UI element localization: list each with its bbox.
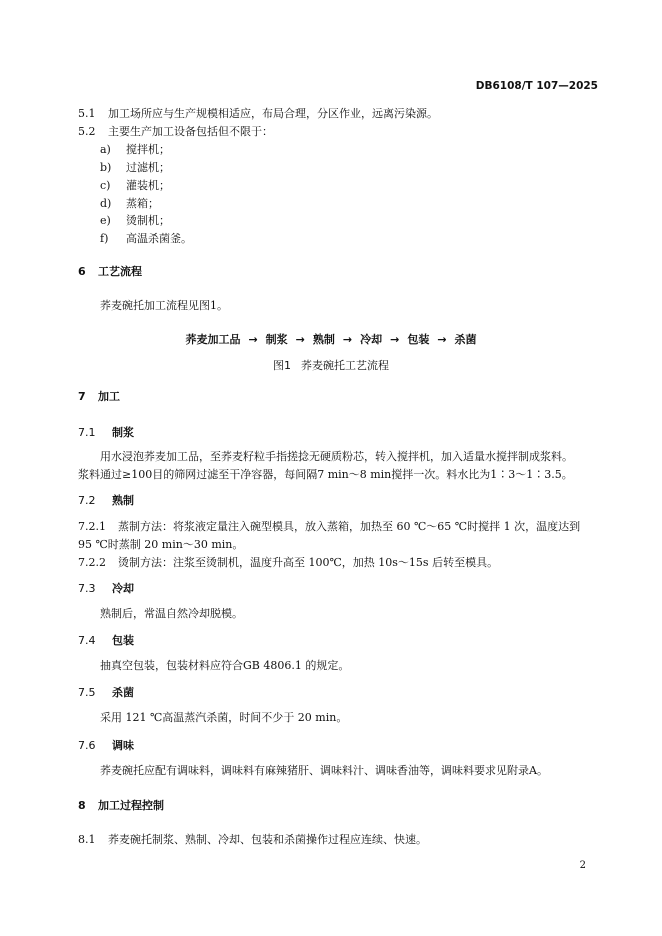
figure-number: 图1 <box>273 359 291 372</box>
figure-caption <box>0 357 662 373</box>
process-flow <box>0 331 662 347</box>
section-title: 工艺流程 <box>98 265 142 278</box>
subsection-number: 7.6 <box>78 739 96 752</box>
flow-step: 熟制 <box>312 333 335 346</box>
document-id: DB6108/T 107—2025 <box>475 80 598 92</box>
arrow-right-icon: → <box>437 333 447 346</box>
list-item <box>100 214 170 228</box>
list-item <box>100 179 170 193</box>
section-number: 6 <box>78 265 86 278</box>
figure-title: 荞麦碗托工艺流程 <box>301 359 389 372</box>
section-title: 加工过程控制 <box>98 799 164 812</box>
clause-5-1 <box>78 107 438 121</box>
list-text: 灌装机； <box>126 179 170 192</box>
subsection-number: 7.3 <box>78 582 96 595</box>
list-item <box>100 143 170 157</box>
subsection-heading-7-4 <box>78 634 134 648</box>
arrow-right-icon: → <box>390 333 400 346</box>
list-text: 搅拌机； <box>126 143 170 156</box>
list-marker: d) <box>100 197 112 210</box>
paragraph: 熟制后，常温自然冷却脱模。 <box>100 607 243 620</box>
clause-8-1 <box>78 833 427 847</box>
clause-number: 7.2.1 <box>78 520 106 533</box>
section-number: 7 <box>78 390 86 403</box>
clause-text-continued: 95 ℃时蒸制 20 min～30 min。 <box>78 538 244 551</box>
list-text: 烫制机； <box>126 214 170 227</box>
paragraph: 荞麦碗托应配有调味料，调味料有麻辣猪肝、调味料汁、调味香油等，调味料要求见附录A。 <box>100 764 548 777</box>
subsection-number: 7.2 <box>78 494 96 507</box>
list-marker: a) <box>100 143 111 156</box>
subsection-title: 调味 <box>112 739 134 752</box>
clause-5-2 <box>78 125 273 139</box>
flow-step: 制浆 <box>265 333 288 346</box>
subsection-heading-7-5 <box>78 686 134 700</box>
list-item <box>100 232 192 246</box>
section-heading-6 <box>78 265 142 279</box>
clause-text: 加工场所应与生产规模相适应，布局合理，分区作业，远离污染源。 <box>108 107 438 120</box>
paragraph: 用水浸泡荞麦加工品，至荞麦籽粒手指搓捻无硬质粉芯，转入搅拌机，加入适量水搅拌制成浆料。 <box>100 450 573 463</box>
subsection-title: 制浆 <box>112 426 134 439</box>
subsection-title: 杀菌 <box>112 686 134 699</box>
subsection-number: 7.4 <box>78 634 96 647</box>
section-title: 加工 <box>98 390 120 403</box>
paragraph-continued: 浆料通过≥100目的筛网过滤至干净容器，每间隔7 min～8 min搅拌一次。料水比为1∶3～1∶3.5。 <box>78 468 573 481</box>
list-text: 过滤机； <box>126 161 170 174</box>
clause-number: 8.1 <box>78 833 96 846</box>
flow-step: 冷却 <box>360 333 383 346</box>
arrow-right-icon: → <box>295 333 305 346</box>
clause-7-2-1 <box>78 520 580 534</box>
subsection-heading-7-3 <box>78 582 134 596</box>
list-item <box>100 197 159 211</box>
clause-7-2-2 <box>78 556 498 570</box>
list-marker: b) <box>100 161 112 174</box>
flow-step: 杀菌 <box>454 333 477 346</box>
section-heading-8 <box>78 799 164 813</box>
page-number: 2 <box>579 860 586 871</box>
section-heading-7 <box>78 390 120 404</box>
subsection-heading-7-6 <box>78 739 134 753</box>
clause-text: 主要生产加工设备包括但不限于： <box>108 125 273 138</box>
arrow-right-icon: → <box>248 333 258 346</box>
list-item <box>100 161 170 175</box>
paragraph: 采用 121 ℃高温蒸汽杀菌，时间不少于 20 min。 <box>100 711 348 724</box>
arrow-right-icon: → <box>342 333 353 346</box>
subsection-number: 7.5 <box>78 686 96 699</box>
clause-number: 7.2.2 <box>78 556 106 569</box>
flow-step: 包装 <box>407 333 430 346</box>
paragraph: 抽真空包装，包装材料应符合GB 4806.1 的规定。 <box>100 659 350 672</box>
clause-text: 荞麦碗托制浆、熟制、冷却、包装和杀菌操作过程应连续、快速。 <box>108 833 427 846</box>
list-marker: f) <box>100 232 109 245</box>
section-number: 8 <box>78 799 86 812</box>
clause-text: 烫制方法：注浆至烫制机，温度升高至 100℃，加热 10s～15s 后转至模具。 <box>118 556 499 569</box>
flow-step: 荞麦加工品 <box>185 333 241 346</box>
clause-text: 蒸制方法：将浆液定量注入碗型模具，放入蒸箱，加热至 60 ℃～65 ℃时搅拌 1 次，温度达到 <box>118 520 581 533</box>
paragraph: 荞麦碗托加工流程见图1。 <box>100 299 228 312</box>
subsection-title: 熟制 <box>112 494 134 507</box>
list-text: 蒸箱； <box>126 197 159 210</box>
subsection-number: 7.1 <box>78 426 96 439</box>
clause-number: 5.2 <box>78 125 96 138</box>
list-marker: e) <box>100 214 111 227</box>
list-marker: c) <box>100 179 111 192</box>
list-text: 高温杀菌釜。 <box>126 232 192 245</box>
subsection-title: 包装 <box>112 634 134 647</box>
subsection-heading-7-2 <box>78 494 134 508</box>
clause-number: 5.1 <box>78 107 96 120</box>
subsection-heading-7-1 <box>78 426 134 440</box>
subsection-title: 冷却 <box>112 582 134 595</box>
